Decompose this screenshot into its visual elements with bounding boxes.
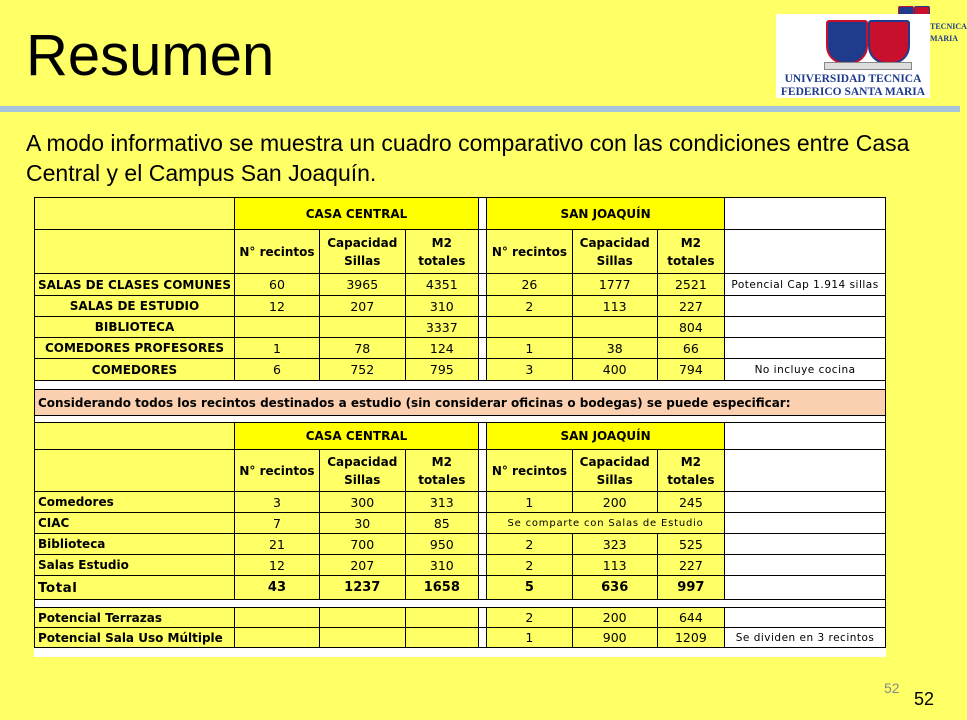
table-row xyxy=(35,513,886,534)
header-casa-central: CASA CENTRAL xyxy=(235,198,479,230)
total-row xyxy=(35,576,886,600)
table-row xyxy=(35,296,886,317)
cell-cc-n: 3 xyxy=(235,492,320,513)
row-label: COMEDORES PROFESORES xyxy=(35,338,235,359)
intro-text: A modo informativo se muestra un cuadro comparativo con las condiciones entre Casa Central y el Campus San Joaquín. xyxy=(26,130,910,186)
cell-sj-n: 1 xyxy=(486,338,572,359)
cell-sj-cap: 400 xyxy=(572,359,657,381)
col-capacidad xyxy=(319,450,405,492)
cell-cc-m2: 85 xyxy=(405,513,478,534)
row-note: Potencial Cap 1.914 sillas xyxy=(725,274,886,296)
row-label: Comedores xyxy=(35,492,235,513)
cell-sj-n: 26 xyxy=(486,274,572,296)
col-m2-line2: totales xyxy=(418,472,466,487)
cell-cc-n: 60 xyxy=(235,274,320,296)
logo-partial-line1: TECNICA xyxy=(930,22,967,31)
col-n-recintos: N° recintos xyxy=(235,230,320,274)
col-n-recintos: N° recintos xyxy=(486,230,572,274)
cell-cc-m2: 3337 xyxy=(405,317,478,338)
cell-sj-n: 2 xyxy=(486,296,572,317)
considering-note: Considerando todos los recintos destinados a estudio (sin considerar oficinas o bodegas) se puede especificar: xyxy=(35,390,886,416)
cell-sj-n: 1 xyxy=(486,492,572,513)
col-capacidad-line1: Capacidad xyxy=(327,454,398,469)
row-note xyxy=(725,317,886,338)
logo-ribbon xyxy=(824,62,912,70)
considering-note-row xyxy=(35,390,886,416)
table-row xyxy=(35,317,886,338)
col-capacidad-line1: Capacidad xyxy=(579,235,650,250)
shield-blue-icon xyxy=(826,20,868,64)
cell-cc-cap: 78 xyxy=(319,338,405,359)
table-row xyxy=(35,608,886,628)
row-label: Potencial Terrazas xyxy=(35,608,235,628)
cell-cc-n xyxy=(235,317,320,338)
cell-cc-m2: 310 xyxy=(405,555,478,576)
row-note xyxy=(725,338,886,359)
col-m2-line2: totales xyxy=(667,472,715,487)
total-sj-m2: 997 xyxy=(657,576,725,600)
cell-cc-cap: 30 xyxy=(319,513,405,534)
col-capacidad-line2: Sillas xyxy=(344,253,381,268)
total-label: Total xyxy=(35,576,235,600)
row-label: CIAC xyxy=(35,513,235,534)
table2-header-row xyxy=(35,423,886,450)
col-capacidad xyxy=(572,230,657,274)
cell-cc-m2: 795 xyxy=(405,359,478,381)
cell-sj-cap: 38 xyxy=(572,338,657,359)
row-label: SALAS DE ESTUDIO xyxy=(35,296,235,317)
table-row xyxy=(35,534,886,555)
col-m2 xyxy=(657,450,725,492)
logo-line1: UNIVERSIDAD TECNICA xyxy=(784,73,922,85)
table-row xyxy=(35,338,886,359)
col-m2-line2: totales xyxy=(667,253,715,268)
header-san-joaquin: SAN JOAQUÍN xyxy=(486,198,724,230)
col-n-recintos: N° recintos xyxy=(486,450,572,492)
table-row xyxy=(35,359,886,381)
page-number-shadow: 52 xyxy=(884,680,900,696)
cell-sj-cap: 900 xyxy=(572,628,657,648)
total-cc-m2: 1658 xyxy=(405,576,478,600)
header-casa-central: CASA CENTRAL xyxy=(235,423,479,450)
cell-cc-cap: 752 xyxy=(319,359,405,381)
logo-line2: FEDERICO SANTA MARIA xyxy=(780,86,926,98)
row-note: No incluye cocina xyxy=(725,359,886,381)
cell-sj-m2: 1209 xyxy=(657,628,725,648)
cell-cc-n: 7 xyxy=(235,513,320,534)
cell-cc-cap: 3965 xyxy=(319,274,405,296)
row-label: COMEDORES xyxy=(35,359,235,381)
col-m2-line2: totales xyxy=(418,253,466,268)
cell-sj-cap: 1777 xyxy=(572,274,657,296)
page-number: 52 xyxy=(914,689,935,709)
table-row xyxy=(35,555,886,576)
col-m2-line1: M2 xyxy=(431,454,452,469)
cell-cc-cap: 700 xyxy=(319,534,405,555)
title-divider xyxy=(0,106,960,112)
table-row xyxy=(35,492,886,513)
cell-cc-n: 6 xyxy=(235,359,320,381)
header-san-joaquin: SAN JOAQUÍN xyxy=(486,423,724,450)
cell-sj-n: 2 xyxy=(486,608,572,628)
cell-sj-cap: 113 xyxy=(572,296,657,317)
slide-title: Resumen xyxy=(26,23,275,88)
col-capacidad-line1: Capacidad xyxy=(579,454,650,469)
col-m2 xyxy=(405,230,478,274)
table2-subheader-row xyxy=(35,450,886,492)
cell-cc-cap: 207 xyxy=(319,296,405,317)
total-cc-cap: 1237 xyxy=(319,576,405,600)
col-capacidad xyxy=(572,450,657,492)
row-note xyxy=(725,296,886,317)
table1-subheader-row xyxy=(35,230,886,274)
cell-sj-cap xyxy=(572,317,657,338)
row-note xyxy=(725,608,886,628)
table-row xyxy=(35,628,886,648)
comparison-table xyxy=(34,197,886,648)
cell-sj-n: 1 xyxy=(486,628,572,648)
cell-cc-n: 12 xyxy=(235,296,320,317)
cell-cc-m2: 313 xyxy=(405,492,478,513)
cell-sj-m2: 227 xyxy=(657,555,725,576)
row-label: Biblioteca xyxy=(35,534,235,555)
col-capacidad-line1: Capacidad xyxy=(327,235,398,250)
cell-sj-n xyxy=(486,317,572,338)
cell-sj-m2: 227 xyxy=(657,296,725,317)
total-cc-n: 43 xyxy=(235,576,320,600)
cell-sj-m2: 644 xyxy=(657,608,725,628)
cell-cc-m2: 4351 xyxy=(405,274,478,296)
cell-sj-m2: 804 xyxy=(657,317,725,338)
col-m2 xyxy=(405,450,478,492)
cell-sj-cap: 200 xyxy=(572,492,657,513)
cell-cc-cap: 300 xyxy=(319,492,405,513)
cell-cc-m2: 310 xyxy=(405,296,478,317)
cell-sj-m2: 66 xyxy=(657,338,725,359)
cell-sj-cap: 323 xyxy=(572,534,657,555)
col-capacidad-line2: Sillas xyxy=(596,253,633,268)
university-logo xyxy=(776,14,930,98)
cell-cc-n: 1 xyxy=(235,338,320,359)
col-n-recintos: N° recintos xyxy=(235,450,320,492)
cell-sj-cap: 113 xyxy=(572,555,657,576)
cell-sj-m2: 245 xyxy=(657,492,725,513)
total-sj-cap: 636 xyxy=(572,576,657,600)
cell-sj-m2: 794 xyxy=(657,359,725,381)
col-capacidad-line2: Sillas xyxy=(596,472,633,487)
cell-sj-n: 2 xyxy=(486,555,572,576)
cell-cc-n: 21 xyxy=(235,534,320,555)
shield-red-icon xyxy=(868,20,910,64)
cell-sj-n: 3 xyxy=(486,359,572,381)
table1-header-row xyxy=(35,198,886,230)
row-label: Salas Estudio xyxy=(35,555,235,576)
col-m2-line1: M2 xyxy=(680,235,702,250)
col-m2-line1: M2 xyxy=(431,235,452,250)
col-capacidad xyxy=(319,230,405,274)
col-m2 xyxy=(657,230,725,274)
cell-sj-m2: 2521 xyxy=(657,274,725,296)
cell-sj-m2: 525 xyxy=(657,534,725,555)
row-label: BIBLIOTECA xyxy=(35,317,235,338)
col-m2-line1: M2 xyxy=(680,454,702,469)
cell-cc-n: 12 xyxy=(235,555,320,576)
cell-cc-m2: 124 xyxy=(405,338,478,359)
logo-partial-line2: MARIA xyxy=(930,34,958,43)
cell-sj-cap: 200 xyxy=(572,608,657,628)
row-note: Se dividen en 3 recintos xyxy=(725,628,886,648)
comparison-spreadsheet xyxy=(34,197,886,657)
row-label: SALAS DE CLASES COMUNES xyxy=(35,274,235,296)
table-row xyxy=(35,274,886,296)
cell-cc-cap: 207 xyxy=(319,555,405,576)
cell-cc-cap xyxy=(319,317,405,338)
cell-sj-merged: Se comparte con Salas de Estudio xyxy=(486,513,724,534)
cell-sj-n: 2 xyxy=(486,534,572,555)
row-label: Potencial Sala Uso Múltiple xyxy=(35,628,235,648)
col-capacidad-line2: Sillas xyxy=(344,472,381,487)
total-sj-n: 5 xyxy=(486,576,572,600)
cell-cc-m2: 950 xyxy=(405,534,478,555)
